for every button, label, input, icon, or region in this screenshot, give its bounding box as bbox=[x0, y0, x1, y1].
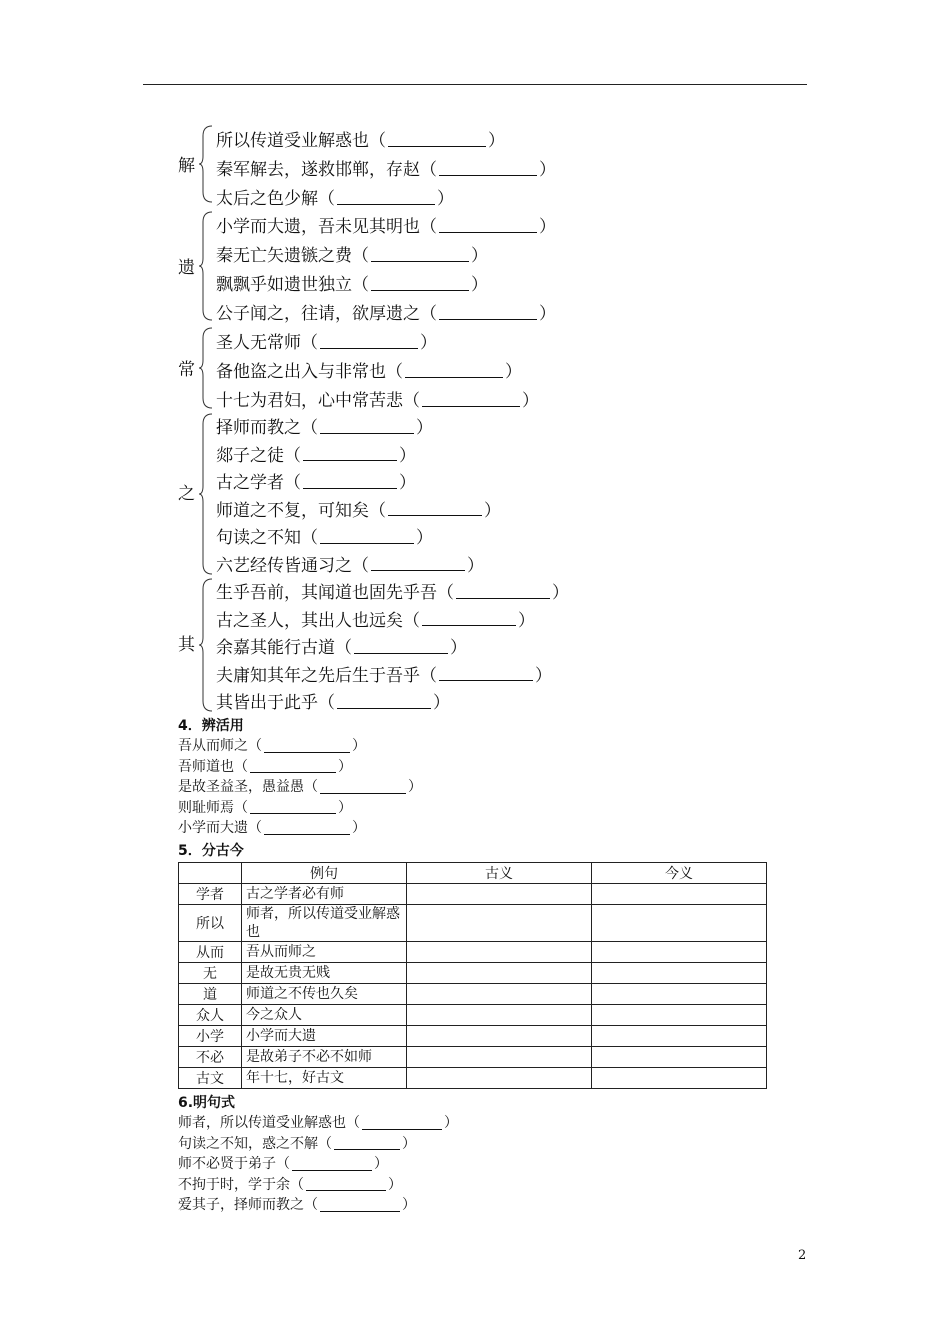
modern-cell[interactable] bbox=[592, 1026, 767, 1047]
group-item: 太后之色少解 （ ） bbox=[216, 189, 454, 209]
exercise-line: 吾师道也 （ ） bbox=[178, 758, 352, 775]
answer-blank[interactable] bbox=[422, 391, 520, 407]
modern-cell[interactable] bbox=[592, 905, 767, 942]
section-title: 4．辨活用 bbox=[178, 718, 244, 734]
group-item: 择师而教之 （ ） bbox=[216, 418, 433, 439]
section-title: 5．分古今 bbox=[178, 843, 244, 859]
answer-blank[interactable] bbox=[303, 445, 397, 461]
brace-icon bbox=[198, 577, 214, 713]
table-row bbox=[179, 1047, 767, 1068]
exercise-line: 师不必贤于弟子 （ ） bbox=[178, 1156, 388, 1173]
answer-blank[interactable] bbox=[388, 131, 486, 147]
group-label: 解 bbox=[178, 156, 195, 176]
word-cell: 不必 bbox=[179, 1047, 242, 1068]
example-cell: 古之学者必有师 bbox=[242, 884, 407, 905]
group-item: 句读之不知 （ ） bbox=[216, 528, 433, 549]
modern-cell[interactable] bbox=[592, 942, 767, 963]
answer-blank[interactable] bbox=[388, 500, 482, 516]
ancient-cell[interactable] bbox=[407, 1047, 592, 1068]
table-row bbox=[179, 1005, 767, 1026]
example-cell: 师者，所以传道受业解惑也 bbox=[242, 905, 407, 942]
answer-blank[interactable] bbox=[337, 693, 431, 709]
exercise-line: 吾从而师之 （ ） bbox=[178, 738, 366, 755]
header-word bbox=[179, 863, 242, 884]
group-item: 其皆出于此乎 （ ） bbox=[216, 693, 450, 714]
header-rule bbox=[143, 84, 807, 85]
group-item: 古之学者 （ ） bbox=[216, 473, 416, 494]
modern-cell[interactable] bbox=[592, 984, 767, 1005]
ancient-cell[interactable] bbox=[407, 942, 592, 963]
answer-blank[interactable] bbox=[264, 822, 350, 835]
group-item: 郯子之徒 （ ） bbox=[216, 445, 416, 466]
brace-icon bbox=[198, 210, 214, 322]
answer-blank[interactable] bbox=[371, 275, 469, 291]
group-item: 余嘉其能行古道 （ ） bbox=[216, 638, 467, 659]
answer-blank[interactable] bbox=[362, 1117, 442, 1130]
ancient-modern-table bbox=[178, 862, 767, 1089]
group-item: 飘飘乎如遗世独立 （ ） bbox=[216, 275, 488, 295]
word-cell: 无 bbox=[179, 963, 242, 984]
ancient-cell[interactable] bbox=[407, 884, 592, 905]
group-item: 十七为君妇，心中常苦悲 （ ） bbox=[216, 391, 539, 411]
ancient-cell[interactable] bbox=[407, 1068, 592, 1089]
answer-blank[interactable] bbox=[264, 740, 350, 753]
group-item: 夫庸知其年之先后生于吾乎 （ ） bbox=[216, 665, 552, 686]
ancient-cell[interactable] bbox=[407, 963, 592, 984]
brace-icon bbox=[198, 326, 214, 410]
group-item: 公子闻之，往请，欲厚遗之 （ ） bbox=[216, 304, 556, 324]
group-item: 六艺经传皆通习之 （ ） bbox=[216, 555, 484, 576]
table-row bbox=[179, 1026, 767, 1047]
group-item: 古之圣人，其出人也远矣 （ ） bbox=[216, 610, 535, 631]
group-item: 小学而大遗，吾未见其明也 （ ） bbox=[216, 217, 556, 237]
answer-blank[interactable] bbox=[292, 1158, 372, 1171]
modern-cell[interactable] bbox=[592, 1005, 767, 1026]
answer-blank[interactable] bbox=[320, 528, 414, 544]
answer-blank[interactable] bbox=[303, 473, 397, 489]
exercise-line: 爱其子，择师而教之 （ ） bbox=[178, 1197, 416, 1214]
table-row bbox=[179, 984, 767, 1005]
exercise-line: 师者，所以传道受业解惑也 （ ） bbox=[178, 1115, 458, 1132]
example-cell: 小学而大遗 bbox=[242, 1026, 407, 1047]
answer-blank[interactable] bbox=[371, 246, 469, 262]
word-cell: 所以 bbox=[179, 905, 242, 942]
word-cell: 从而 bbox=[179, 942, 242, 963]
exercise-line: 是故圣益圣，愚益愚 （ ） bbox=[178, 779, 422, 796]
group-label: 其 bbox=[178, 635, 195, 655]
example-cell: 师道之不传也久矣 bbox=[242, 984, 407, 1005]
section-5-title-wrap bbox=[178, 841, 244, 861]
answer-blank[interactable] bbox=[439, 217, 537, 233]
word-cell: 道 bbox=[179, 984, 242, 1005]
table-row bbox=[179, 963, 767, 984]
header-ancient: 古义 bbox=[407, 863, 592, 884]
answer-blank[interactable] bbox=[439, 304, 537, 320]
table-row bbox=[179, 942, 767, 963]
answer-blank[interactable] bbox=[320, 1199, 400, 1212]
table-row bbox=[179, 905, 767, 942]
section-4 bbox=[178, 716, 422, 839]
group-item: 秦军解去，遂救邯郸，存赵 （ ） bbox=[216, 160, 556, 180]
group-item: 师道之不复，可知矣 （ ） bbox=[216, 500, 501, 521]
group-item: 秦无亡矢遗镞之费 （ ） bbox=[216, 246, 488, 266]
answer-blank[interactable] bbox=[371, 555, 465, 571]
example-cell: 年十七，好古文 bbox=[242, 1068, 407, 1089]
modern-cell[interactable] bbox=[592, 884, 767, 905]
answer-blank[interactable] bbox=[320, 781, 406, 794]
word-cell: 学者 bbox=[179, 884, 242, 905]
example-cell: 是故无贵无贱 bbox=[242, 963, 407, 984]
ancient-cell[interactable] bbox=[407, 1005, 592, 1026]
group-item: 生乎吾前，其闻道也固先乎吾 （ ） bbox=[216, 583, 569, 604]
example-cell: 今之众人 bbox=[242, 1005, 407, 1026]
word-cell: 众人 bbox=[179, 1005, 242, 1026]
page-number: 2 bbox=[798, 1248, 807, 1263]
word-cell: 小学 bbox=[179, 1026, 242, 1047]
example-cell: 是故弟子不必不如师 bbox=[242, 1047, 407, 1068]
group-label: 常 bbox=[178, 360, 195, 380]
answer-blank[interactable] bbox=[456, 583, 550, 599]
exercise-line: 不拘于时，学于余 （ ） bbox=[178, 1176, 402, 1193]
group-label: 之 bbox=[178, 484, 195, 504]
modern-cell[interactable] bbox=[592, 1068, 767, 1089]
answer-blank[interactable] bbox=[337, 189, 435, 205]
brace-icon bbox=[198, 412, 214, 576]
ancient-cell[interactable] bbox=[407, 905, 592, 942]
group-label: 遗 bbox=[178, 258, 195, 278]
answer-blank[interactable] bbox=[354, 638, 448, 654]
modern-cell[interactable] bbox=[592, 963, 767, 984]
answer-blank[interactable] bbox=[439, 160, 537, 176]
section-6 bbox=[178, 1093, 458, 1216]
brace-icon bbox=[198, 124, 214, 204]
group-item: 圣人无常师 （ ） bbox=[216, 333, 437, 353]
answer-blank[interactable] bbox=[439, 665, 533, 681]
group-item: 备他盗之出入与非常也 （ ） bbox=[216, 362, 522, 382]
example-cell: 吾从而师之 bbox=[242, 942, 407, 963]
word-cell: 古文 bbox=[179, 1068, 242, 1089]
answer-blank[interactable] bbox=[320, 333, 418, 349]
section-title: 6.明句式 bbox=[178, 1095, 236, 1111]
ancient-cell[interactable] bbox=[407, 984, 592, 1005]
header-example: 例句 bbox=[242, 863, 407, 884]
modern-cell[interactable] bbox=[592, 1047, 767, 1068]
table-row bbox=[179, 1068, 767, 1089]
table-header-row bbox=[179, 863, 767, 884]
answer-blank[interactable] bbox=[250, 760, 336, 773]
answer-blank[interactable] bbox=[320, 418, 414, 434]
answer-blank[interactable] bbox=[422, 610, 516, 626]
exercise-line: 小学而大遗 （ ） bbox=[178, 820, 366, 837]
answer-blank[interactable] bbox=[306, 1178, 386, 1191]
exercise-line: 则耻师焉 （ ） bbox=[178, 799, 352, 816]
answer-blank[interactable] bbox=[405, 362, 503, 378]
header-modern: 今义 bbox=[592, 863, 767, 884]
table-row bbox=[179, 884, 767, 905]
ancient-cell[interactable] bbox=[407, 1026, 592, 1047]
exercise-line: 句读之不知，惑之不解 （ ） bbox=[178, 1135, 416, 1152]
group-item: 所以传道受业解惑也 （ ） bbox=[216, 131, 505, 151]
answer-blank[interactable] bbox=[250, 801, 336, 814]
answer-blank[interactable] bbox=[334, 1137, 400, 1150]
